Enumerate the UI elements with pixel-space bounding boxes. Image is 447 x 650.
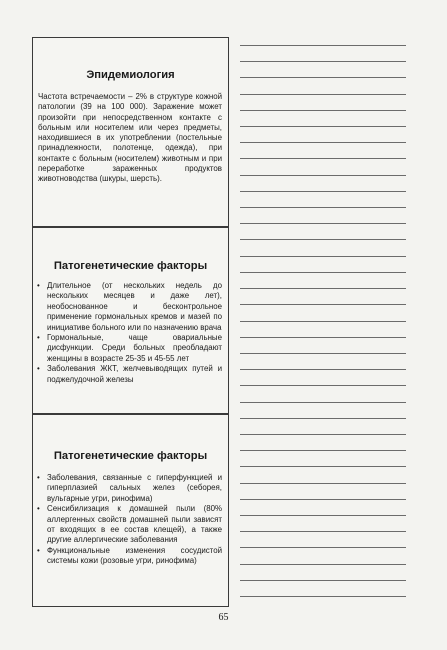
section-title: Патогенетические факторы [53,450,208,462]
list-item: • Длительное (от нескольких недель до нескольких месяцев и даже лет), необоснованное и бесконтрольное применение гормональных кремов и мазей по инициативе больного или по назначению врача [36,281,222,333]
section-title: Патогенетические факторы [53,260,208,272]
note-line [240,207,406,208]
note-line [240,418,406,419]
note-line [240,77,406,78]
list-item: • Функциональные изменения сосудистой системы кожи (розовые угри, ринофима) [36,546,222,567]
section-pathogenetic-factors-2 [32,414,229,607]
note-line [240,483,406,484]
note-line [240,126,406,127]
note-line [240,142,406,143]
section-text: Частота встречаемости – 2% в структуре кожной патологии (39 на 100 000). Заражение может произойти при непосредственном контакте с больным или носителем или через предметы, находившиеся в их употреблении (постельные принадлежности, полотенце, одежда), при контакте с больным (носителем) животным и при переработке зараженных продуктов животноводства (шкуры, шерсть). [38,92,222,184]
note-line [240,564,406,565]
note-line [240,369,406,370]
note-line [240,239,406,240]
note-line [240,272,406,273]
note-line [240,321,406,322]
bullet-list [36,473,222,567]
note-line [240,450,406,451]
note-line [240,515,406,516]
section-epidemiology [32,37,229,227]
note-line [240,385,406,386]
note-line [240,434,406,435]
list-item: • Гормональные, чаще овариальные дисфункции. Среди больных преобладают женщины в возрасте 25-35 и 45-55 лет [36,333,222,364]
list-item: • Сенсибилизация к домашней пыли (80% аллергенных свойств домашней пыли зависят от входящих в ее состав клещей), а также другие аллергические заболевания [36,504,222,546]
section-title: Эпидемиология [86,69,175,81]
note-line [240,531,406,532]
note-lines [240,0,406,650]
note-line [240,353,406,354]
note-line [240,402,406,403]
note-line [240,580,406,581]
note-line [240,45,406,46]
note-line [240,547,406,548]
list-item: • Заболевания ЖКТ, желчевыводящих путей и поджелудочной железы [36,364,222,385]
note-line [240,337,406,338]
bullet-list [36,281,222,385]
page-number: 65 [218,612,229,623]
section-pathogenetic-factors-1 [32,227,229,414]
note-line [240,158,406,159]
note-line [240,175,406,176]
note-line [240,223,406,224]
note-line [240,288,406,289]
note-line [240,110,406,111]
list-item: • Заболевания, связанные с гиперфункцией и гиперплазией сальных желез (себорея, вульгарные угри, ринофима) [36,473,222,504]
note-line [240,94,406,95]
note-line [240,256,406,257]
note-line [240,466,406,467]
note-line [240,499,406,500]
note-line [240,61,406,62]
note-line [240,596,406,597]
note-line [240,304,406,305]
note-line [240,191,406,192]
